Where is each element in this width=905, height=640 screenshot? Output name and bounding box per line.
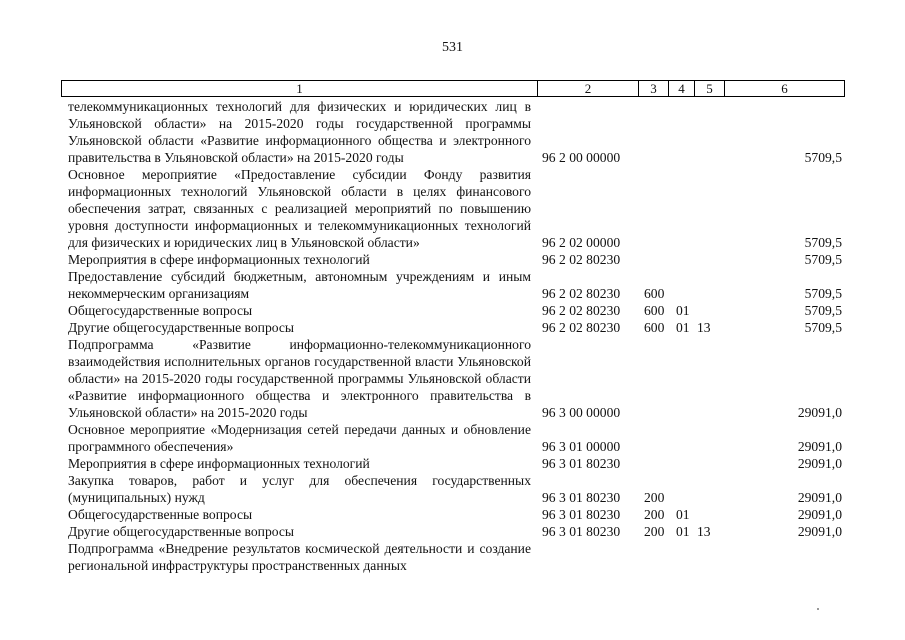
row-col-4: 01 <box>676 507 690 522</box>
table-row <box>61 523 845 540</box>
table-row <box>61 166 845 251</box>
table-header <box>61 80 845 97</box>
row-amount: 5709,5 <box>804 150 842 165</box>
row-description: Основное мероприятие «Предоставление субсидии Фонду развития информационных технологий Ульяновской области в целях финансового обеспечения затрат, связанных с реализацией мероприятий по повышению уровня доступности информационных и телекоммуникационных технологий для физических и юридических лиц в Ульяновской области» <box>68 167 531 250</box>
table-row <box>61 302 845 319</box>
row-code: 96 2 00 00000 <box>542 150 621 165</box>
row-code: 96 3 01 80230 <box>542 524 621 539</box>
table-body <box>61 98 845 574</box>
row-col-3: 200 <box>644 490 665 505</box>
row-col-4: 01 <box>676 303 690 318</box>
row-amount: 29091,0 <box>797 456 842 471</box>
table-row <box>61 336 845 421</box>
row-amount: 5709,5 <box>804 303 842 318</box>
row-col-5: 13 <box>697 524 711 539</box>
row-code: 96 2 02 80230 <box>542 303 621 318</box>
row-code: 96 2 02 80230 <box>542 320 621 335</box>
header-col-6: 6 <box>781 81 788 96</box>
row-description: Основное мероприятие «Модернизация сетей передачи данных и обновление программного обеспечения» <box>68 422 531 454</box>
row-description: Подпрограмма «Внедрение результатов космической деятельности и создание региональной инфраструктуры пространственных данных <box>68 541 531 573</box>
row-amount: 29091,0 <box>797 405 842 420</box>
row-col-5: 13 <box>697 320 711 335</box>
table-row <box>61 319 845 336</box>
row-description: Закупка товаров, работ и услуг для обеспечения государственных (муниципальных) нужд <box>68 473 531 505</box>
row-amount: 29091,0 <box>797 490 842 505</box>
row-amount: 5709,5 <box>804 252 842 267</box>
row-description: Предоставление субсидий бюджетным, автономным учреждениям и иным некоммерческим организациям <box>68 269 531 301</box>
row-description: Общегосударственные вопросы <box>68 303 253 318</box>
row-col-4: 01 <box>676 524 690 539</box>
table-row <box>61 506 845 523</box>
row-amount: 29091,0 <box>797 439 842 454</box>
header-col-5: 5 <box>695 81 725 96</box>
table-row <box>61 98 845 166</box>
row-amount: 29091,0 <box>797 524 842 539</box>
row-description: телекоммуникационных технологий для физических и юридических лиц в Ульяновской области» на 2015-2020 годы государственной программы Ульяновской области «Развитие информационного общества и электронного правительства в Ульяновской области» на 2015-2020 годы <box>68 99 531 165</box>
row-code: 96 2 02 80230 <box>542 252 621 267</box>
header-col-4: 4 <box>669 81 695 96</box>
row-amount: 5709,5 <box>804 286 842 301</box>
table-row <box>61 421 845 455</box>
row-col-4: 01 <box>676 320 690 335</box>
row-amount: 29091,0 <box>797 507 842 522</box>
row-code: 96 3 01 80230 <box>542 507 621 522</box>
header-col-3: 3 <box>639 81 669 96</box>
row-col-3: 600 <box>644 320 665 335</box>
row-description: Другие общегосударственные вопросы <box>68 524 295 539</box>
row-description: Общегосударственные вопросы <box>68 507 253 522</box>
table-row <box>61 540 845 574</box>
row-description: Мероприятия в сфере информационных технологий <box>68 252 370 267</box>
row-col-3: 200 <box>644 507 665 522</box>
row-description: Другие общегосударственные вопросы <box>68 320 295 335</box>
header-col-2: 2 <box>538 81 639 96</box>
table-row <box>61 455 845 472</box>
table-row <box>61 251 845 268</box>
row-code: 96 3 01 80230 <box>542 456 621 471</box>
row-amount: 5709,5 <box>804 320 842 335</box>
header-col-1: 1 <box>62 81 538 96</box>
row-col-3: 600 <box>644 303 665 318</box>
row-description: Мероприятия в сфере информационных технологий <box>68 456 370 471</box>
scan-speck <box>817 608 819 610</box>
row-description: Подпрограмма «Развитие информационно-телекоммуникационного взаимодействия исполнительных органов государственной власти Ульяновской области» на 2015-2020 годы государственной программы Ульяновской области «Развитие информационного общества и электронного правительства в Ульяновской области» на 2015-2020 годы <box>68 337 531 420</box>
row-code: 96 2 02 80230 <box>542 286 621 301</box>
row-code: 96 3 01 00000 <box>542 439 621 454</box>
row-code: 96 2 02 00000 <box>542 235 621 250</box>
row-col-3: 600 <box>644 286 665 301</box>
row-col-3: 200 <box>644 524 665 539</box>
table-row <box>61 472 845 506</box>
row-code: 96 3 00 00000 <box>542 405 621 420</box>
row-amount: 5709,5 <box>804 235 842 250</box>
page-number: 531 <box>442 40 463 55</box>
table-row <box>61 268 845 302</box>
row-code: 96 3 01 80230 <box>542 490 621 505</box>
